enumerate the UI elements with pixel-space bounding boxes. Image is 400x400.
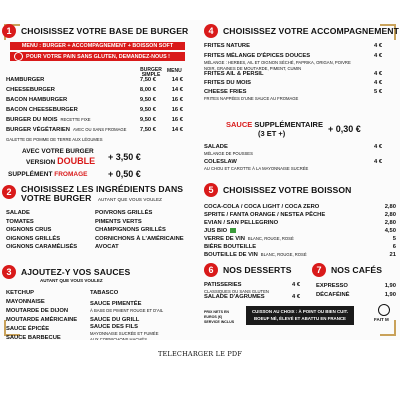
section-title: CHOISISSEZ VOTRE ACCOMPAGNEMENT (223, 26, 399, 36)
ingredient-item: PIMENTS VERTS (95, 218, 142, 225)
burger-name: BACON HAMBURGER (6, 97, 68, 103)
drink-name: VERRE DE VIN BLANC, ROUGE, ROSÉ (204, 236, 294, 242)
logo-text: FAIT M (374, 317, 389, 322)
side-name: FRITES MÉLANGE D'ÉPICES DOUCES (204, 53, 311, 59)
section-number: 1 (2, 24, 16, 38)
veg-note: GALETTE DE POMME DE TERRE AUX LÉGUMES (6, 137, 103, 142)
sauce-item: SAUCE ÉPICÉE (6, 326, 50, 332)
double-price: + 3,50 € (108, 152, 141, 162)
side-note-text: FRITES NAPPÉES D'UNE SAUCE AU FROMAGE (204, 96, 299, 101)
side-price: 4 € (374, 43, 383, 49)
ingredient-item: OIGNONS GRILLÉS (6, 235, 61, 242)
burger-simple-price: 9,50 € (139, 97, 156, 103)
section-title: CHOISISSEZ VOTRE BOISSON (223, 185, 352, 195)
salade-name: SALADE (204, 144, 228, 150)
section-4-heading (204, 24, 399, 38)
dessert-name: PATISSERIES (204, 282, 242, 288)
menu-right-column (200, 20, 400, 340)
sauce-item: MAYONNAISE (6, 299, 45, 305)
col-header-simple: BURGER SIMPLE (140, 67, 162, 78)
burger-name: BACON CHEESEBURGER (6, 107, 78, 113)
side-name: CHEESE FRIES (204, 89, 247, 95)
drink-note: BLANC, ROUGE, ROSÉ (247, 236, 294, 241)
burger-simple-price: 9,50 € (139, 117, 156, 123)
drink-price: 6 (392, 244, 396, 250)
section-title: CHOISISSEZ VOTRE BASE DE BURGER (21, 26, 189, 36)
side-price: 4 € (374, 80, 383, 86)
sauce-grill: SAUCE DU GRILL (90, 317, 140, 323)
coleslaw-price: 4 € (374, 159, 383, 165)
side-name: FRITES NATURE (204, 43, 250, 49)
sauce-fils-note: MAYONNAISE SUCRÉE ET FUMÉE AUX CORNICHONS HACHÉS (90, 331, 159, 340)
coleslaw-note: AU CHOU ET CAROTTE À LA MAYONNAISE SUCRÉE (204, 166, 309, 171)
section-title: NOS CAFÉS (331, 265, 383, 275)
sauce-supp-sub: (3 ET +) (258, 129, 286, 138)
dessert-note-text: CLASSIQUES OU SANS GLUTEN (204, 289, 269, 294)
ingredient-item: OIGNONS CARAMÉLISÉS (6, 244, 78, 250)
drink-name: BOUTEILLE DE VIN BLANC, ROUGE, ROSÉ (204, 252, 307, 258)
organic-leaf-icon (230, 228, 236, 233)
drink-name: SPRITE / FANTA ORANGE / NESTEA PÊCHE (204, 212, 326, 218)
drink-price: 21 (389, 252, 396, 258)
sauce-supp-price: + 0,30 € (328, 124, 361, 134)
gluten-free-text: POUR VOTRE PAIN SANS GLUTEN, DEMANDEZ-NOUS ! (26, 53, 170, 60)
sauce-supp-word: SAUCE (226, 120, 253, 129)
burger-name: CHEESEBURGER (6, 87, 55, 93)
burger-simple-price: 7,50 € (139, 77, 156, 83)
drink-price: 2,80 (384, 220, 396, 226)
fromage-line: SUPPLÉMENT FROMAGE (8, 171, 88, 178)
side-note-text: MÉLANGE : HERBES, AIL ET OIGNON SÉCHÉ, PAPRIKA, ORIGAN, POIVRE NOIR, GRAINES DE MOUTARDE, PIMENT, CUMIN (204, 60, 351, 71)
side-note (204, 96, 354, 102)
section-6-heading (204, 263, 292, 277)
burger-name: BURGER VÉGÉTARIEN AVEC OU SANS FROMAGE (6, 127, 127, 133)
gluten-free-banner (10, 52, 185, 61)
ingredient-item: OIGNONS CRUS (6, 227, 52, 233)
coffee-name: EXPRESSO (316, 283, 348, 289)
prices-note: PRIX NETS EN EUROS (€) SERVICE INCLUS (204, 310, 235, 324)
sauce-tabasco: TABASCO (90, 290, 119, 296)
sauce-item: MOUTARDE DE DIJON (6, 308, 69, 314)
section-number: 3 (2, 265, 16, 279)
drink-note: BLANC, ROUGE, ROSÉ (260, 252, 307, 257)
menu-left-column (0, 20, 200, 340)
drink-name: BIÈRE BOUTEILLE (204, 244, 257, 250)
burger-menu-price: 14 € (171, 87, 183, 93)
coffee-price: 1,90 (384, 292, 396, 298)
sauce-supp-line: SAUCE SUPPLÉMENTAIRE (226, 120, 323, 129)
section-number: 4 (204, 24, 218, 38)
salade-note: MÉLANGE DE POUSSES (204, 151, 253, 156)
burger-menu-price: 16 € (171, 117, 183, 123)
burger-name: HAMBURGER (6, 77, 45, 83)
sauce-item: MOUTARDE AMÉRICAINE (6, 317, 78, 323)
section-title: CHOISISSEZ LES INGRÉDIENTS DANS VOTRE BURGER AUTANT QUE VOUS VOULEZ (21, 184, 184, 203)
ingredient-item: TOMATES (6, 218, 34, 225)
section-1-heading (2, 24, 188, 38)
burger-menu-price: 16 € (171, 107, 183, 113)
drink-name: JUS BIO (204, 228, 236, 234)
ingredient-item: CORNICHONS À L'AMÉRICAINE (95, 235, 184, 242)
burger-note: RECETTE FIXE (60, 117, 91, 122)
sauce-item: SAUCE BARBECUE (6, 335, 61, 340)
sauce-fils: SAUCE DES FILS (90, 324, 138, 330)
burger-name: BURGER DU MOIS RECETTE FIXE (6, 117, 91, 123)
side-price: 4 € (374, 53, 383, 59)
side-name: FRITES DU MOIS (204, 80, 252, 86)
section-3-heading (2, 265, 130, 279)
menu-formula-banner: MENU : BURGER + ACCOMPAGNEMENT + BOISSON SOFT (10, 42, 185, 50)
fromage-word: FROMAGE (54, 171, 88, 178)
section-number: 6 (204, 263, 218, 277)
section-title: NOS DESSERTS (223, 265, 292, 275)
drink-name: COCA-COLA / COCA LIGHT / COCA ZERO (204, 204, 320, 210)
section-2-heading (2, 185, 183, 204)
burger-note: AVEC OU SANS FROMAGE (73, 127, 127, 132)
dessert-name: SALADE D'AGRUMES (204, 294, 265, 300)
salade-price: 4 € (374, 144, 383, 150)
coffee-price: 1,90 (384, 283, 396, 289)
section-title: AJOUTEZ-Y VOS SAUCES (21, 267, 131, 277)
section-number: 7 (312, 263, 326, 277)
section-number: 2 (2, 185, 16, 199)
side-name: FRITES AIL & PERSIL (204, 71, 264, 77)
coleslaw-name: COLESLAW (204, 159, 237, 165)
sauce-item: KETCHUP (6, 290, 35, 296)
section-7-heading (312, 263, 382, 277)
burger-simple-price: 7,50 € (139, 127, 156, 133)
dessert-price: 4 € (292, 294, 301, 300)
fromage-price: + 0,50 € (108, 169, 141, 179)
drink-price: 2,80 (384, 204, 396, 210)
burger-menu-price: 14 € (171, 77, 183, 83)
menu-card (0, 20, 400, 340)
burger-simple-price: 8,00 € (139, 87, 156, 93)
ingredient-item: SALADE (6, 210, 30, 216)
dessert-price: 4 € (292, 282, 301, 288)
burger-menu-price: 16 € (171, 97, 183, 103)
drink-price: 4,50 (384, 228, 396, 234)
ingredient-item: POIVRONS GRILLÉS (95, 210, 153, 216)
col-header-menu: MENU (167, 68, 182, 74)
drink-name: EVIAN / SAN PELLEGRINO (204, 220, 279, 226)
logo (368, 304, 398, 326)
double-line2: VERSION DOUBLE (26, 156, 96, 166)
burger-menu-price: 14 € (171, 127, 183, 133)
logo-icon (378, 304, 390, 316)
burger-simple-price: 9,50 € (139, 107, 156, 113)
cuisson-box: CUISSON AU CHOIX : À POINT OU BIEN CUIT. BOEUF NÉ, ÉLEVÉ ET ABATTU EN FRANCE (246, 306, 354, 325)
ingredient-item: CHAMPIGNONS GRILLÉS (95, 227, 166, 233)
double-word: DOUBLE (57, 156, 96, 166)
side-price: 5 € (374, 89, 383, 95)
drink-price: 2,80 (384, 212, 396, 218)
sauce-pimentee: SAUCE PIMENTÉE (90, 301, 142, 307)
side-price: 4 € (374, 71, 383, 77)
double-line1: AVEC VOTRE BURGER (22, 148, 94, 155)
download-pdf-link[interactable]: TELECHARGER LE PDF (157, 350, 243, 358)
section-number: 5 (204, 183, 218, 197)
gluten-free-icon (14, 52, 23, 61)
drink-price: 5 (392, 236, 396, 242)
section-5-heading (204, 183, 351, 197)
coffee-name: DÉCAFÉINÉ (316, 292, 350, 298)
sauce-subtitle: AUTANT QUE VOUS VOULEZ (40, 278, 103, 283)
sauce-pimentee-note: À BASE DE PIMENT ROUGE ET D'AIL (90, 308, 164, 313)
ingredient-item: AVOCAT (95, 244, 119, 250)
